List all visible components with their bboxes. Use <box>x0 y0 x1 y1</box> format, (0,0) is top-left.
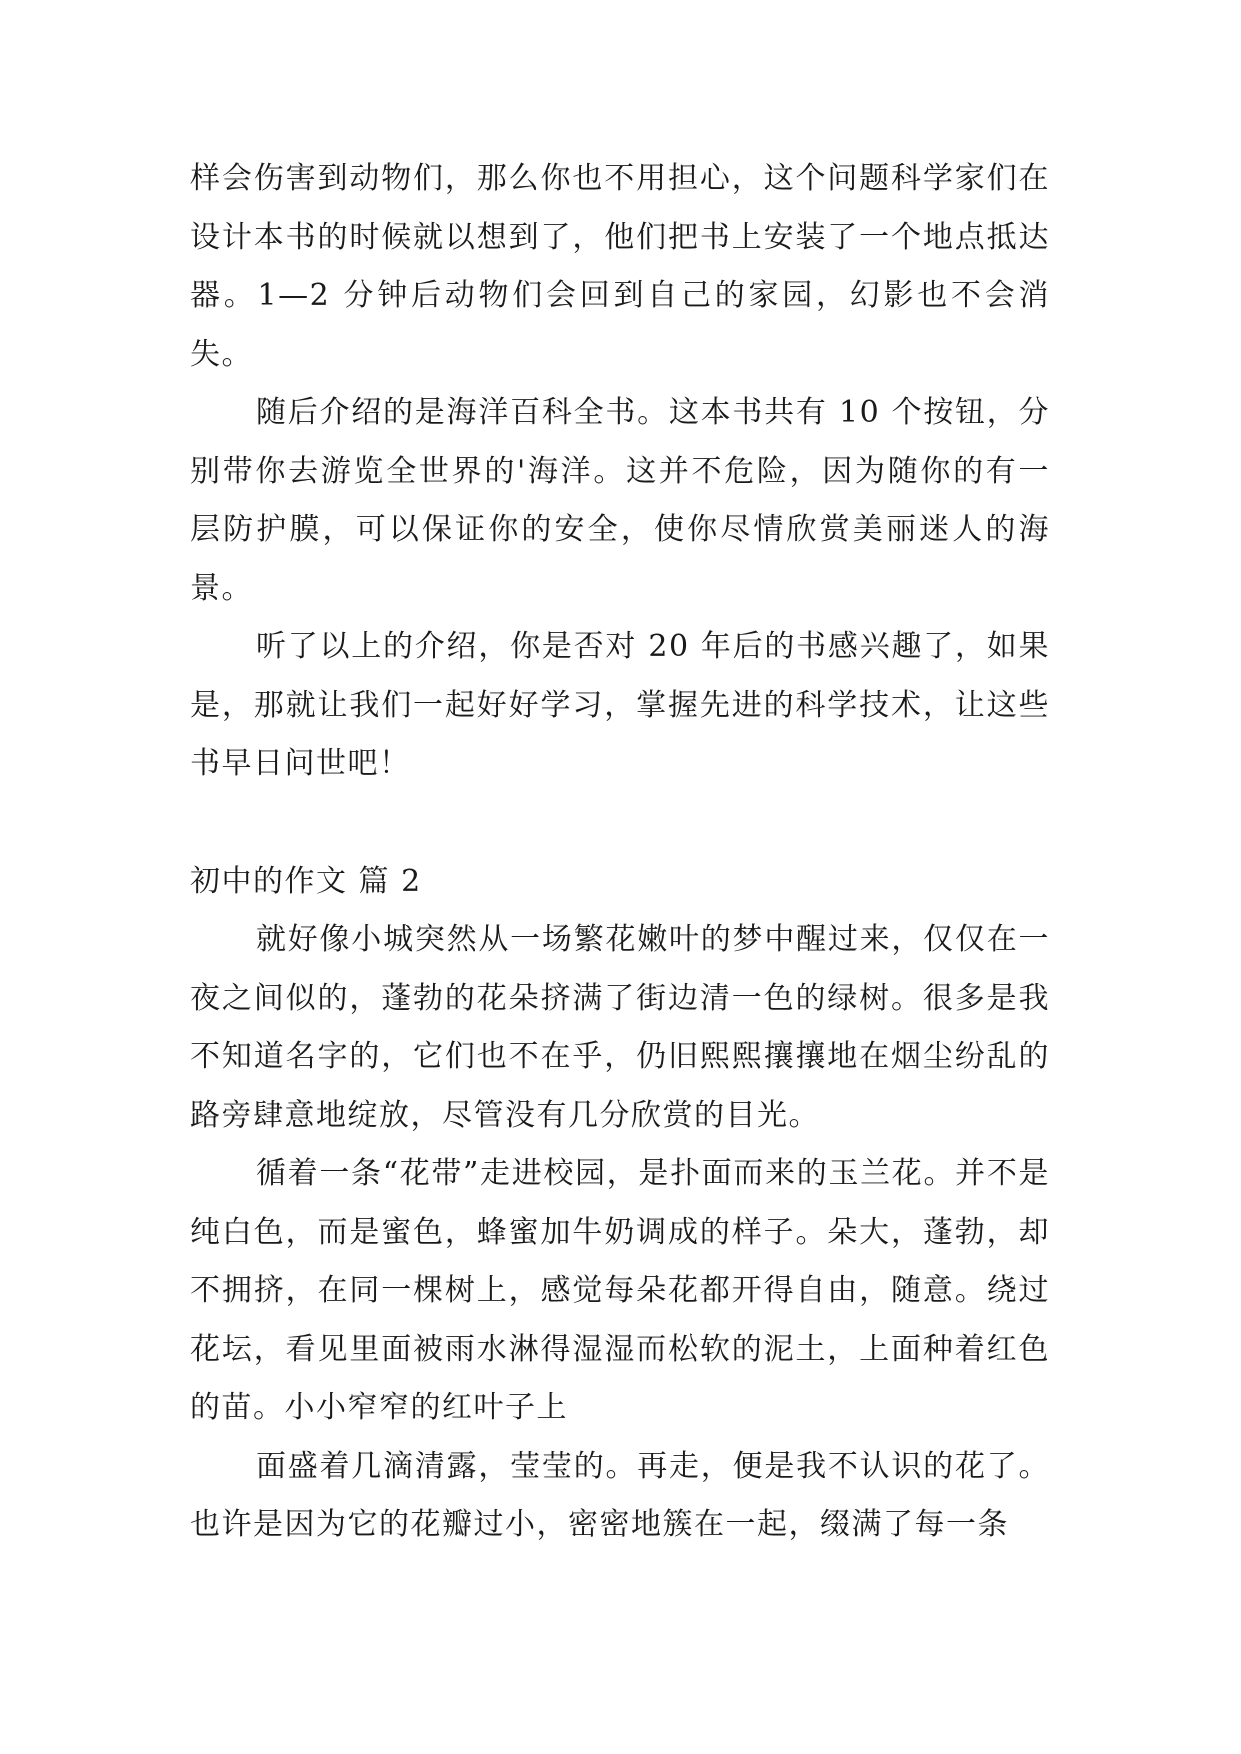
paragraph-ocean-encyclopedia: 随后介绍的是海洋百科全书。这本书共有 10 个按钮，分别带你去游览全世界的'海洋。这并不危险，因为随你的有一层防护膜，可以保证你的安全，使你尽情欣赏美丽迷人的海景。 <box>190 395 1050 606</box>
paragraph-continuation: 样会伤害到动物们，那么你也不用担心，这个问题科学家们在设计本书的时候就以想到了，他们把书上安装了一个地点抵达器。1—2 分钟后动物们会回到自己的家园，幻影也不会消失。 <box>190 161 1050 372</box>
paragraph-magnolia: 循着一条“花带”走进校园，是扑面而来的玉兰花。并不是纯白色，而是蜜色，蜂蜜加牛奶调成的样子。朵大，蓬勃，却不拥挤，在同一棵树上，感觉每朵花都开得自由，随意。绕过花坛，看见里面被雨水淋得湿湿而松软的泥土，上面种着红色的苗。小小窄窄的红叶子上 <box>190 1156 1050 1425</box>
document-body <box>190 150 1050 1555</box>
paragraph-flowers-awaken: 就好像小城突然从一场繁花嫩叶的梦中醒过来，仅仅在一夜之间似的，蓬勃的花朵挤满了街边清一色的绿树。很多是我不知道名字的，它们也不在乎，仍旧熙熙攘攘地在烟尘纷乱的路旁肆意地绽放，尽管没有几分欣赏的目光。 <box>190 922 1050 1133</box>
paragraph-dew: 面盛着几滴清露，莹莹的。再走，便是我不认识的花了。也许是因为它的花瓣过小，密密地簇在一起，缀满了每一条 <box>190 1448 1050 1542</box>
section-spacer <box>190 794 1050 853</box>
section-title: 初中的作文 篇 2 <box>190 863 422 899</box>
paragraph-conclusion: 听了以上的介绍，你是否对 20 年后的书感兴趣了，如果是，那就让我们一起好好学习，掌握先进的科学技术，让这些书早日问世吧！ <box>190 629 1050 781</box>
